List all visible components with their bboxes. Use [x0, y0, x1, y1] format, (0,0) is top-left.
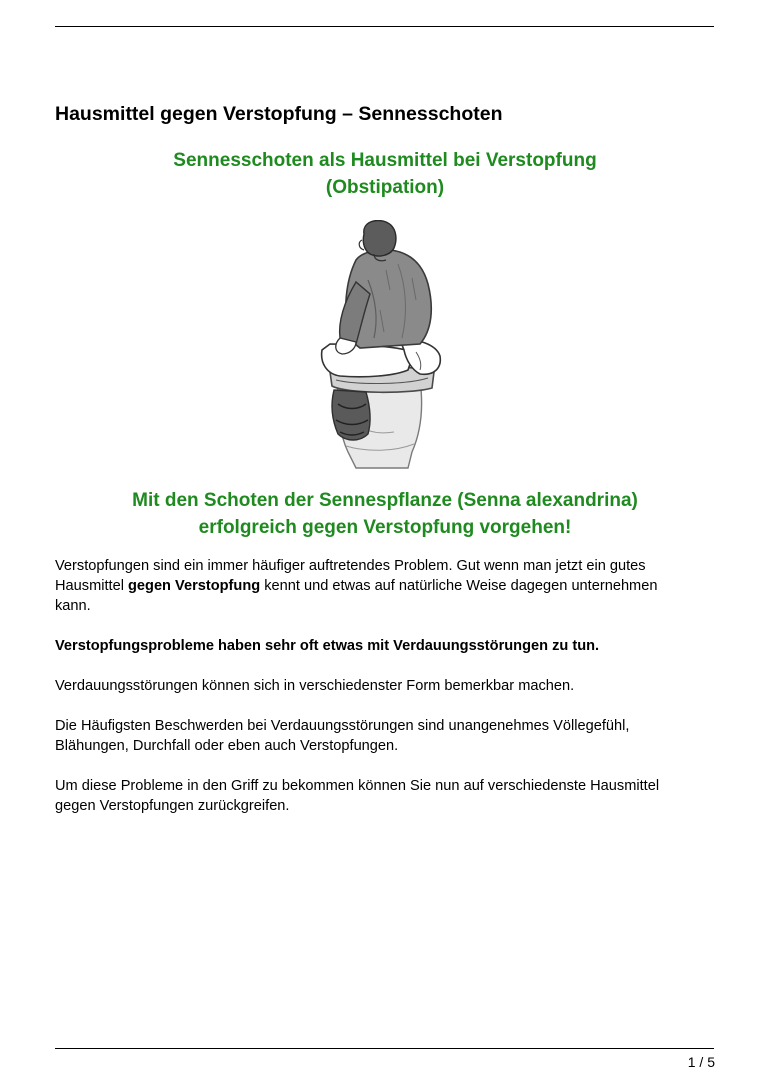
page-number: 1 / 5: [687, 1054, 715, 1070]
paragraph-remedies-line-2: gegen Verstopfungen zurückgreifen.: [55, 798, 290, 814]
paragraph-key-statement: [55, 636, 717, 656]
paragraph-remedies: [55, 776, 717, 816]
paragraph-intro-line-3: kann.: [55, 598, 91, 614]
paragraph-complaints-line-1: Die Häufigsten Beschwerden bei Verdauungsstörungen sind unangenehmes Völlegefühl,: [55, 718, 630, 734]
paragraph-forms: [55, 676, 717, 696]
subtitle-secondary: [55, 487, 715, 541]
subtitle-primary-line-1: Sennesschoten als Hausmittel bei Verstopfung: [173, 150, 597, 171]
subtitle-secondary-line-1: Mit den Schoten der Sennespflanze (Senna alexandrina): [132, 490, 638, 511]
paragraph-intro-line-2-start: Hausmittel: [55, 578, 128, 594]
footer-rule: [55, 1048, 714, 1049]
paragraph-remedies-line-1: Um diese Probleme in den Griff zu bekommen können Sie nun auf verschiedenste Hausmittel: [55, 778, 660, 794]
paragraph-intro-line-1: Verstopfungen sind ein immer häufiger auftretendes Problem. Gut wenn man jetzt ein gutes: [55, 558, 646, 574]
header-rule: [55, 26, 714, 27]
paragraph-intro: [55, 556, 717, 616]
paragraph-intro-line-2-end: kennt und etwas auf natürliche Weise dagegen unternehmen: [260, 578, 658, 594]
paragraph-complaints-line-2: Blähungen, Durchfall oder eben auch Verstopfungen.: [55, 738, 399, 754]
paragraph-complaints: [55, 716, 717, 756]
paragraph-key-statement-text: Verstopfungsprobleme haben sehr oft etwas mit Verdauungsstörungen zu tun.: [55, 638, 600, 654]
person-on-toilet-illustration: [316, 220, 452, 470]
body-text: [55, 556, 717, 836]
page-title: Hausmittel gegen Verstopfung – Sennesschoten: [55, 103, 503, 125]
subtitle-primary: [55, 147, 715, 201]
paragraph-intro-emphasis: gegen Verstopfung: [128, 578, 261, 594]
subtitle-primary-line-2: (Obstipation): [325, 177, 445, 198]
paragraph-forms-text: Verdauungsstörungen können sich in verschiedenster Form bemerkbar machen.: [55, 678, 575, 694]
subtitle-secondary-line-2: erfolgreich gegen Verstopfung vorgehen!: [198, 517, 572, 538]
